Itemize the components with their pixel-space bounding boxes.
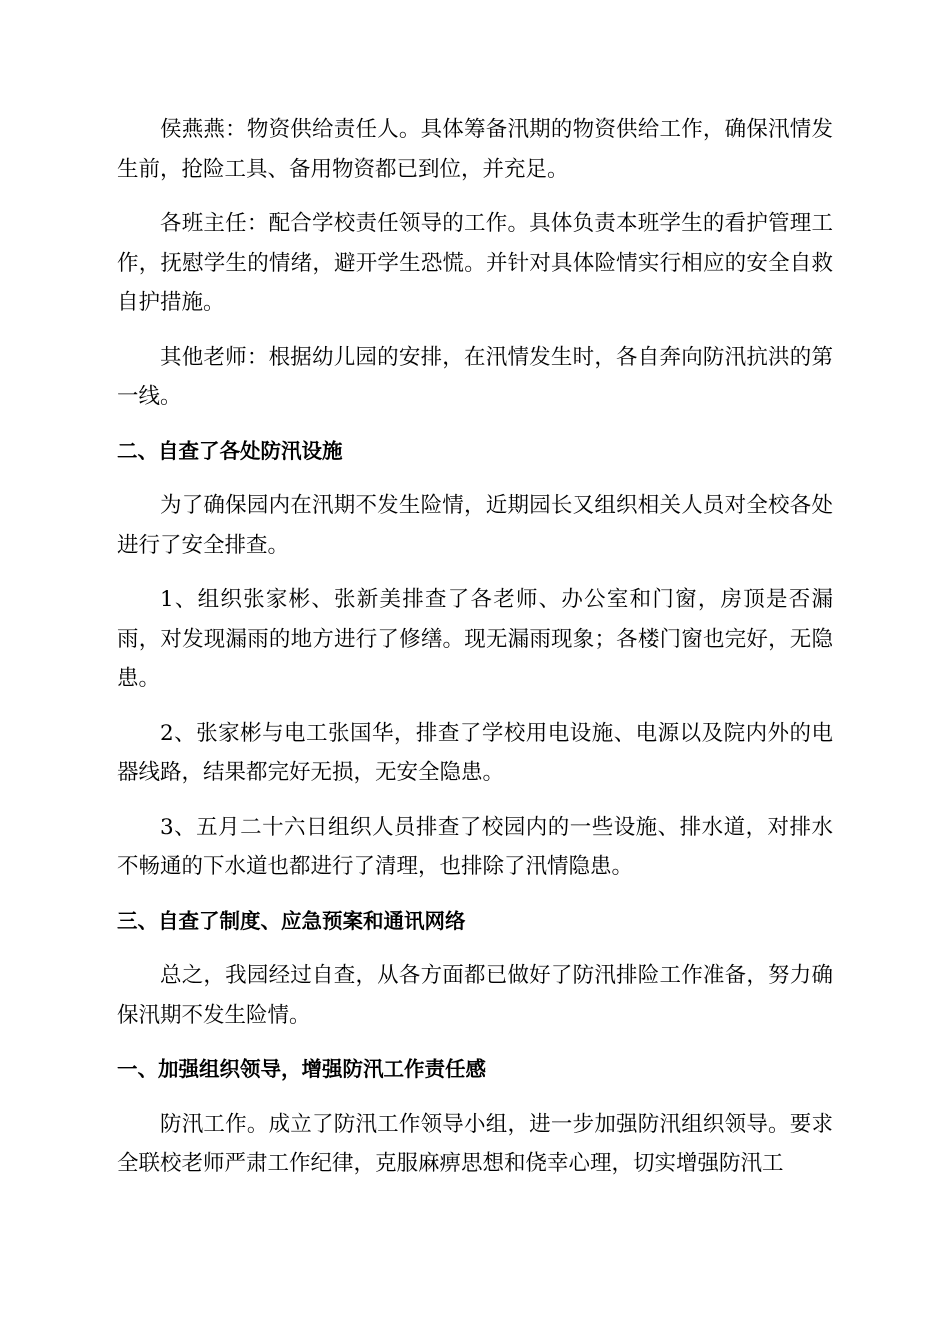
paragraph-item-2: 2、张家彬与电工张国华，排查了学校用电设施、电源以及院内外的电器线路，结果都完好无损，无安全隐患。 [117,720,833,785]
paragraph-safety-inspection: 为了确保园内在汛期不发生险情，近期园长又组织相关人员对全校各处进行了安全排查。 [117,493,833,558]
paragraph-other-teachers: 其他老师：根据幼儿园的安排，在汛情发生时，各自奔向防汛抗洪的第一线。 [117,344,833,409]
section-heading-facilities: 二、自查了各处防汛设施 [117,438,343,463]
paragraph-item-1: 1、组织张家彬、张新美排查了各老师、办公室和门窗，房顶是否漏雨，对发现漏雨的地方进行了修缮。现无漏雨现象；各楼门窗也完好，无隐患。 [117,587,833,691]
paragraph-summary: 总之，我园经过自查，从各方面都已做好了防汛排险工作准备，努力确保汛期不发生险情。 [117,963,833,1028]
document-body [117,110,833,1199]
section-heading-systems: 三、自查了制度、应急预案和通讯网络 [117,908,466,933]
section-heading-leadership: 一、加强组织领导，增强防汛工作责任感 [117,1057,486,1081]
paragraph-supply-officer: 侯燕燕：物资供给责任人。具体筹备汛期的物资供给工作，确保汛情发生前，抢险工具、备用物资都已到位，并充足。 [117,117,833,182]
paragraph-class-teachers: 各班主任：配合学校责任领导的工作。具体负责本班学生的看护管理工作，抚慰学生的情绪，避开学生恐慌。并针对具体险情实行相应的安全自救自护措施。 [117,211,833,315]
paragraph-leadership: 防汛工作。成立了防汛工作领导小组，进一步加强防汛组织领导。要求全联校老师严肃工作纪律，克服麻痹思想和侥幸心理，切实增强防汛工 [117,1111,833,1176]
paragraph-item-3: 3、五月二十六日组织人员排查了校园内的一些设施、排水道，对排水不畅通的下水道也都进行了清理，也排除了汛情隐患。 [117,814,833,879]
